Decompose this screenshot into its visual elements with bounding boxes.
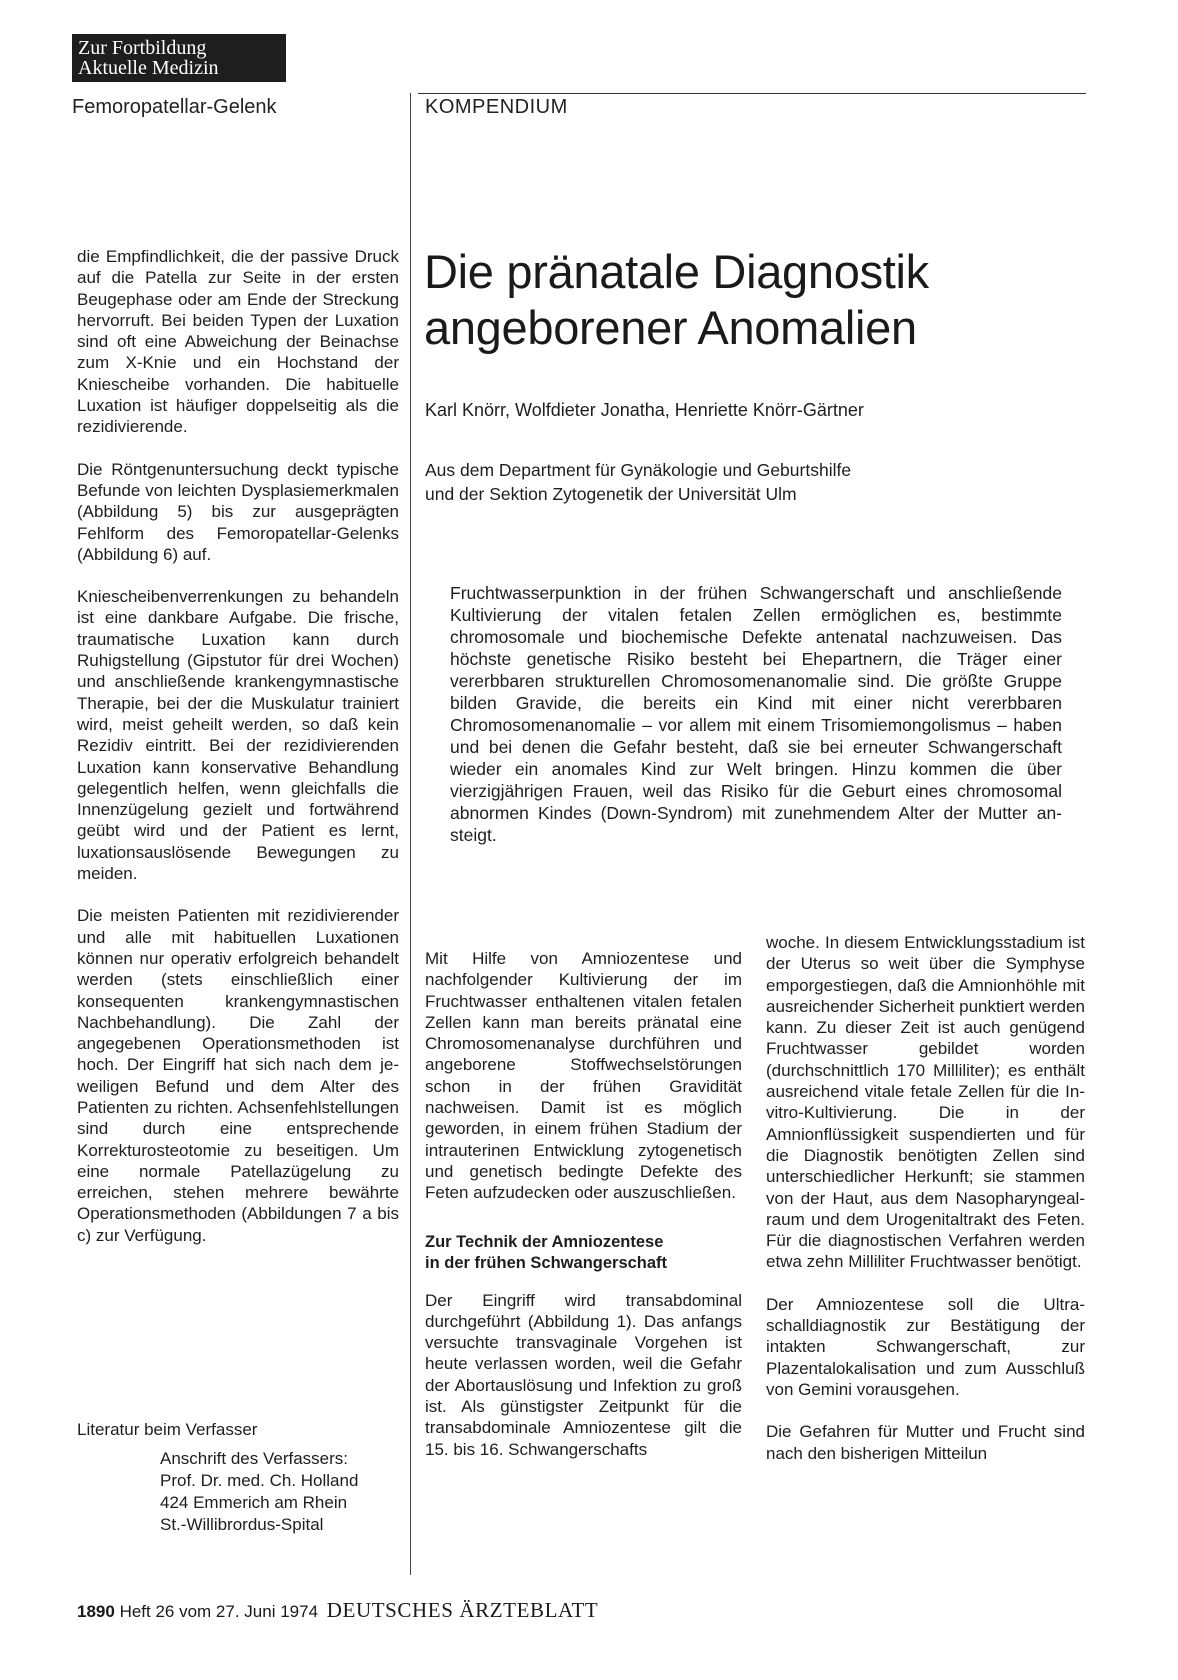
page-footer <box>77 1598 598 1623</box>
page-number: 1890 <box>77 1602 115 1621</box>
article-abstract: Fruchtwasserpunktion in der frühen Schwangerschaft und anschließende Kultivierung der vitalen fetalen Zellen ermöglichen es, bestimmte chromosomale und biochemische Defekte antenatal nachzuweisen. Das höchste genetische Risiko besteht bei Ehepartnern, die Träger einer vererbbaren strukturellen Chromosomenanomalie sind. Die größte Gruppe bilden Gravide, die bereits ein Kind mit einer nicht vererbbaren Chromosomenanomalie – vor allem mit einem Trisomiemongolismus – haben und bei denen die Gefahr besteht, daß sie bei erneuter Schwangerschaft wieder ein anomales Kind zur Welt bringen. Hinzu kommen die über vierzigjährigen Frauen, weil das Risiko für die Geburt eines chromosomal abnormen Kindes (Down-Syndrom) mit zunehmendem Alter der Mutter ansteigt. <box>450 583 1062 845</box>
body-paragraph: Mit Hilfe von Amniozentese und nachfolgender Kultivierung der im Fruchtwasser enthaltenen vitalen fetalen Zellen kann man bereits pränatal eine Chromosomenanalyse durchführen und angeborene Stoffwechselstörungen schon in der frühen Gravidität nachweisen. Damit ist es möglich geworden, in einem frühen Stadium der intrauterinen Entwicklung zytogenetisch und genetisch bedingte Defekte des Feten aufzudecken oder auszuschließen. <box>425 949 742 1203</box>
address-institution: St.-Willibrordus-Spital <box>160 1515 324 1534</box>
journal-name: DEUTSCHES ÄRZTEBLATT <box>326 1598 599 1622</box>
issue-info: Heft 26 vom 27. Juni 1974 <box>119 1602 319 1621</box>
article-affiliation <box>425 458 985 506</box>
body-paragraph: Der Amniozentese soll die Ultraschalldiagnostik zur Bestätigung der intakten Schwangerschaft, zur Plazentalokalisation und zum Ausschluß von Gemini vorausgehen. <box>766 1294 1085 1399</box>
title-line-2: angeborener Anomalien <box>424 301 917 354</box>
badge-line-1: Zur Fortbildung <box>78 37 207 59</box>
title-line-1: Die pränatale Diagnostik <box>424 245 929 298</box>
body-paragraph: Die Röntgenuntersuchung deckt typische Befunde von leichten Dysplasiemerkmalen (Abbildung 5) bis zur ausgeprägten Fehlform des Femoropatellar-Gelenks (Abbildung 6) auf. <box>77 459 399 564</box>
section-subheading <box>425 1232 742 1274</box>
body-paragraph: woche. In diesem Entwicklungsstadium ist der Uterus so weit über die Symphyse emporgestiegen, daß die Amnionhöhle mit ausreichender Sicherheit punktiert werden kann. Zu dieser Zeit ist auch genügend Fruchtwasser gebildet worden (durchschnittlich 170 Milliliter); es enthält ausreichend vitale fetale Zellen für die In-vitro-Kultivierung. Die in der Amnionflüssigkeit suspendierten und für die Diagnostik benötigten Zellen sind unterschiedlicher Herkunft; sie stammen von der Haut, aus dem Nasopharyngealraum und dem Urogenitaltrakt des Feten. Für die diagnostischen Verfahren werden etwa zehn Milliliter Fruchtwasser benötigt. <box>766 933 1085 1272</box>
subheading-line-2: in der frühen Schwangerschaft <box>425 1253 668 1272</box>
author-address <box>160 1448 358 1536</box>
previous-article-section-label: Femoropatellar-Gelenk <box>72 96 277 118</box>
subheading-line-1: Zur Technik der Amniozentese <box>425 1232 664 1251</box>
address-label: Anschrift des Verfassers: <box>160 1449 349 1468</box>
body-paragraph: Der Eingriff wird transabdominal durchgeführt (Abbildung 1). Das anfangs versuchte transvaginale Vorgehen ist heute verlassen worden, weil die Gefahr der Abortauslösung und Infektion zu groß ist. Als günstigster Zeitpunkt für die transabdominale Amniozentese gilt die 15. bis 16. Schwangerschafts <box>425 1290 742 1459</box>
affiliation-line-2: und der Sektion Zytogenetik der Universität Ulm <box>425 484 797 504</box>
article-authors: Karl Knörr, Wolfdieter Jonatha, Henriette Knörr-Gärtner <box>425 400 864 420</box>
body-paragraph: Die Gefahren für Mutter und Frucht sind nach den bisherigen Mitteilun <box>766 1422 1085 1463</box>
body-paragraph: Die meisten Patienten mit rezidivierender und alle mit habituellen Luxationen können nur operativ erfolgreich behandelt werden (stets einschließlich einer konsequenten krankengymnastischen Nachbehandlung). Die Zahl der angegebenen Operationsmethoden ist hoch. Der Eingriff hat sich nach dem jeweiligen Befund und dem Alter des Patienten zu richten. Achsenfehlstellungen sind durch eine entsprechende Korrekturosteotomie zu beseitigen. Um eine normale Patellazügelung zu erreichen, stehen mehrere bewährte Operationsmethoden (Abbildungen 7 a bis c) zur Verfügung. <box>77 906 399 1245</box>
address-name: Prof. Dr. med. Ch. Holland <box>160 1471 359 1490</box>
article-column-2 <box>766 932 1085 1485</box>
article-section-label: KOMPENDIUM <box>425 96 568 118</box>
previous-article-column <box>77 246 399 1267</box>
column-divider <box>410 93 411 1575</box>
address-city: 424 Emmerich am Rhein <box>160 1493 348 1512</box>
article-column-1 <box>425 948 742 1481</box>
body-paragraph: Kniescheibenverrenkungen zu behandeln ist eine dankbare Aufgabe. Die frische, traumatische Luxation kann durch Ruhigstellung (Gipstutor für drei Wochen) und anschließende krankengymnastische Therapie, bei der die Muskulatur trainiert wird, meist geheilt werden, so daß kein Rezidiv eintritt. Bei der rezidivierenden Luxation kann konservative Behandlung gelegentlich helfen, wenn gleichfalls die Innenzügelung gezielt und fortwährend geübt wird und der Patient es lernt, luxationsauslösende Bewegungen zu meiden. <box>77 587 399 884</box>
body-paragraph: die Empfindlichkeit, die der passive Druck auf die Patella zur Seite in der ersten Beugephase oder am Ende der Streckung hervorruft. Bei beiden Typen der Luxation sind oft eine Abweichung der Beinachse zum X-Knie und ein Hochstand der Kniescheibe vorhanden. Die habituelle Luxation ist häufiger doppelseitig als die rezidivierende. <box>77 247 399 437</box>
affiliation-line-1: Aus dem Department für Gynäkologie und Geburtshilfe <box>425 460 852 480</box>
header-rule <box>418 93 1086 94</box>
literature-note: Literatur beim Verfasser <box>77 1420 258 1439</box>
badge-line-2: Aktuelle Medizin <box>78 57 219 79</box>
article-title <box>424 244 1074 356</box>
section-badge <box>72 34 286 82</box>
